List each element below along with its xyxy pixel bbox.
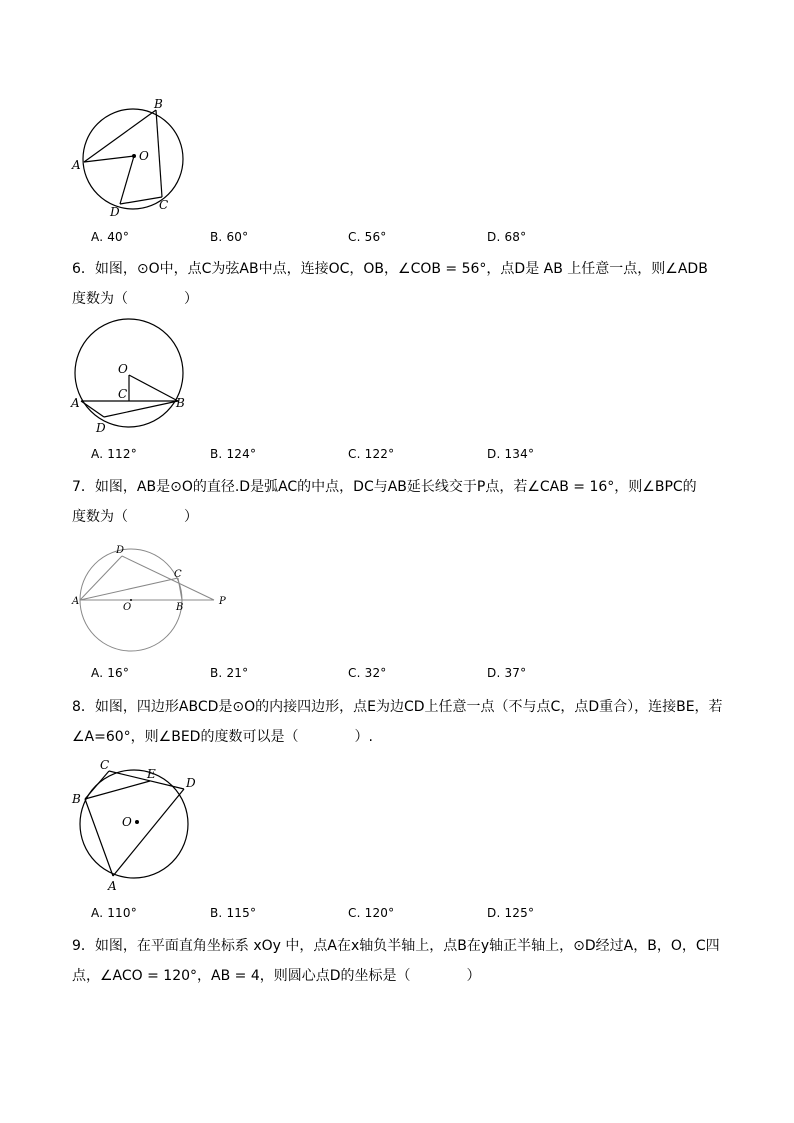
q5-segment-od bbox=[120, 156, 134, 204]
q8-label-c: C bbox=[100, 758, 110, 772]
q6-segment-ad bbox=[81, 401, 104, 417]
q8-center-dot bbox=[135, 820, 139, 824]
q7-stem-line-1: 7．如图，AB是⊙O的直径.D是弧AC的中点，DC与AB延长线交于P点，若∠CAB = 16°，则∠BPC的 bbox=[72, 479, 697, 495]
q7-option-a[interactable]: A. 16° bbox=[91, 666, 130, 680]
q6-segment-db bbox=[104, 401, 178, 417]
q5-option-a[interactable]: A. 40° bbox=[91, 230, 130, 244]
q5-label-c: C bbox=[159, 198, 169, 212]
q7-stem-line-2: 度数为（ ） bbox=[72, 509, 198, 525]
q8-option-c[interactable]: C. 120° bbox=[348, 906, 395, 920]
q8-stem-line-2: ∠A=60°，则∠BED的度数可以是（ ）. bbox=[72, 729, 373, 745]
q8-label-o: O bbox=[122, 815, 132, 829]
q7-line-dp bbox=[122, 556, 214, 600]
q5-option-d[interactable]: D. 68° bbox=[487, 230, 527, 244]
q7-option-b[interactable]: B. 21° bbox=[210, 666, 249, 680]
q6-option-d[interactable]: D. 134° bbox=[487, 447, 535, 461]
q7-option-c[interactable]: C. 32° bbox=[348, 666, 387, 680]
q8-side-bc bbox=[85, 771, 109, 799]
q5-option-c[interactable]: C. 56° bbox=[348, 230, 387, 244]
q6-segment-ob bbox=[129, 375, 178, 401]
q6-label-d: D bbox=[96, 421, 106, 435]
q7-center-dot bbox=[130, 599, 132, 601]
q6-stem-line-1: 6．如图，⊙O中，点C为弦AB中点，连接OC，OB，∠COB = 56°，点D是 AB 上任意一点，则∠ADB bbox=[72, 261, 708, 277]
q5-label-b: B bbox=[154, 97, 163, 111]
q6-label-o: O bbox=[118, 362, 128, 376]
q5-segment-bc bbox=[156, 110, 162, 197]
q8-stem-line-1: 8．如图，四边形ABCD是⊙O的内接四边形，点E为边CD上任意一点（不与点C，点D重合），连接BE，若 bbox=[72, 699, 723, 715]
q6-option-a[interactable]: A. 112° bbox=[91, 447, 137, 461]
q6-label-b: B bbox=[176, 396, 185, 410]
q6-option-c[interactable]: C. 122° bbox=[348, 447, 395, 461]
q5-center-dot bbox=[132, 154, 136, 158]
q7-line-bc bbox=[178, 578, 182, 600]
q5-label-d: D bbox=[110, 205, 120, 219]
q8-figure bbox=[70, 758, 204, 892]
q7-label-c: C bbox=[174, 569, 182, 580]
q9-stem-line-2: 点，∠ACO = 120°，AB = 4，则圆心点D的坐标是（ ） bbox=[72, 968, 481, 984]
q7-option-d[interactable]: D. 37° bbox=[487, 666, 527, 680]
q8-segment-be bbox=[85, 781, 150, 799]
q8-label-b: B bbox=[72, 792, 81, 806]
q8-label-e: E bbox=[147, 767, 156, 781]
q8-side-da bbox=[113, 789, 184, 876]
q5-figure bbox=[68, 96, 198, 220]
q7-line-ad bbox=[80, 556, 122, 600]
q5-option-b[interactable]: B. 60° bbox=[210, 230, 249, 244]
q6-option-b[interactable]: B. 124° bbox=[210, 447, 257, 461]
q8-option-a[interactable]: A. 110° bbox=[91, 906, 137, 920]
q9-stem-line-1: 9．如图，在平面直角坐标系 xOy 中，点A在x轴负半轴上，点B在y轴正半轴上，⊙D经过A，B，O，C四 bbox=[72, 938, 720, 954]
q6-label-a: A bbox=[71, 396, 80, 410]
q7-label-p: P bbox=[219, 596, 226, 607]
q8-option-d[interactable]: D. 125° bbox=[487, 906, 535, 920]
q6-circle bbox=[75, 319, 183, 427]
q7-label-b: B bbox=[176, 602, 184, 613]
q6-figure bbox=[66, 316, 196, 438]
q5-label-o: O bbox=[139, 149, 149, 163]
q8-label-d: D bbox=[186, 776, 196, 790]
q7-label-d: D bbox=[116, 545, 125, 556]
q6-label-c: C bbox=[118, 387, 128, 401]
q7-figure bbox=[72, 540, 242, 652]
q8-label-a: A bbox=[108, 879, 117, 893]
q5-label-a: A bbox=[72, 158, 81, 172]
q7-label-o: O bbox=[123, 602, 132, 613]
q6-stem-line-2: 度数为（ ） bbox=[72, 291, 198, 307]
q7-label-a: A bbox=[72, 596, 80, 607]
q8-option-b[interactable]: B. 115° bbox=[210, 906, 257, 920]
q7-line-ac bbox=[80, 578, 178, 600]
